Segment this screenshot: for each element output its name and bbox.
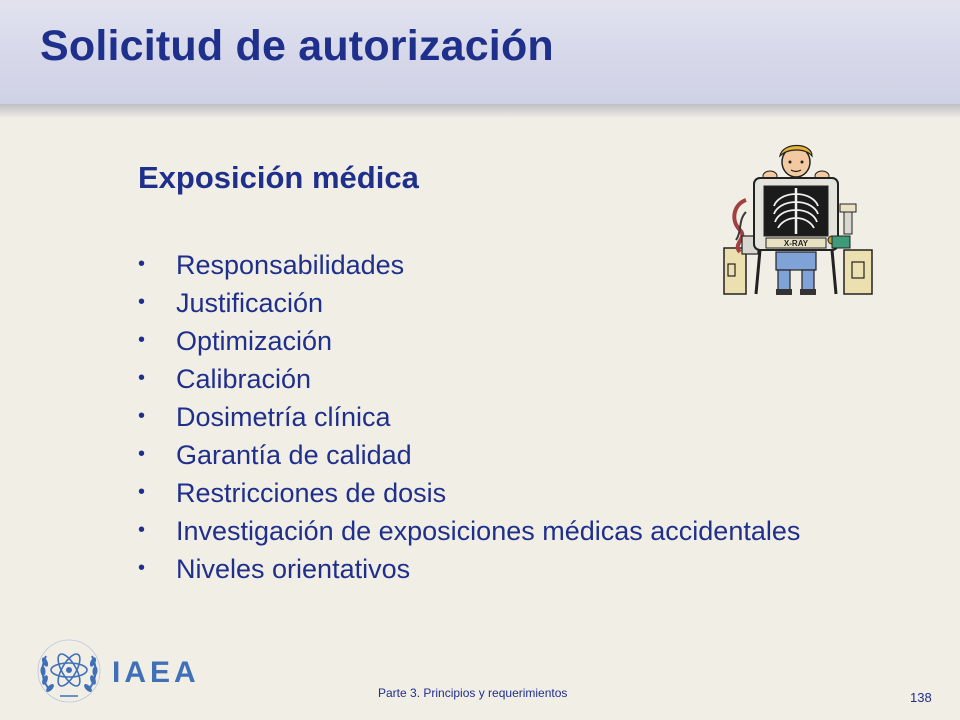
bullet-item-dosimetria <box>138 398 800 436</box>
bullet-item-responsabilidades <box>138 246 800 284</box>
bullet-text: Garantía de calidad <box>176 440 412 470</box>
iaea-emblem-icon <box>36 638 102 704</box>
bullet-item-garantia <box>138 436 800 474</box>
bullet-marker: • <box>138 481 146 503</box>
bullet-marker: • <box>138 405 146 427</box>
bullet-marker: • <box>138 443 146 465</box>
bullet-item-justificacion <box>138 284 800 322</box>
bullet-text: Investigación de exposiciones médicas accidentales <box>176 516 801 546</box>
slide-title: Solicitud de autorización <box>40 22 554 70</box>
bullet-marker: • <box>138 253 146 275</box>
xray-label: X-RAY <box>783 239 809 248</box>
bullet-text: Responsabilidades <box>176 250 405 280</box>
bullet-marker: • <box>138 557 146 579</box>
bullet-item-investigacion <box>138 512 800 550</box>
section-subtitle: Exposición médica <box>138 160 419 195</box>
bullet-list <box>138 246 800 588</box>
bullet-item-optimizacion <box>138 322 800 360</box>
bullet-text: Optimización <box>176 326 333 356</box>
bullet-text: Calibración <box>176 364 312 394</box>
bullet-marker: • <box>138 291 146 313</box>
bullet-item-restricciones <box>138 474 800 512</box>
bullet-marker: • <box>138 367 146 389</box>
bullet-marker: • <box>138 329 146 351</box>
bullet-text: Justificación <box>176 288 324 318</box>
xray-machine-icon <box>720 140 876 296</box>
bullet-text: Dosimetría clínica <box>176 402 391 432</box>
footer-section-label: Parte 3. Principios y requerimientos <box>378 686 568 700</box>
iaea-logo-text: IAEA <box>112 656 200 689</box>
bullet-text: Niveles orientativos <box>176 554 411 584</box>
title-bar-shadow <box>0 104 960 118</box>
page-number: 138 <box>910 690 932 705</box>
bullet-marker: • <box>138 519 146 541</box>
bullet-item-niveles <box>138 550 800 588</box>
bullet-text: Restricciones de dosis <box>176 478 447 508</box>
bullet-item-calibracion <box>138 360 800 398</box>
